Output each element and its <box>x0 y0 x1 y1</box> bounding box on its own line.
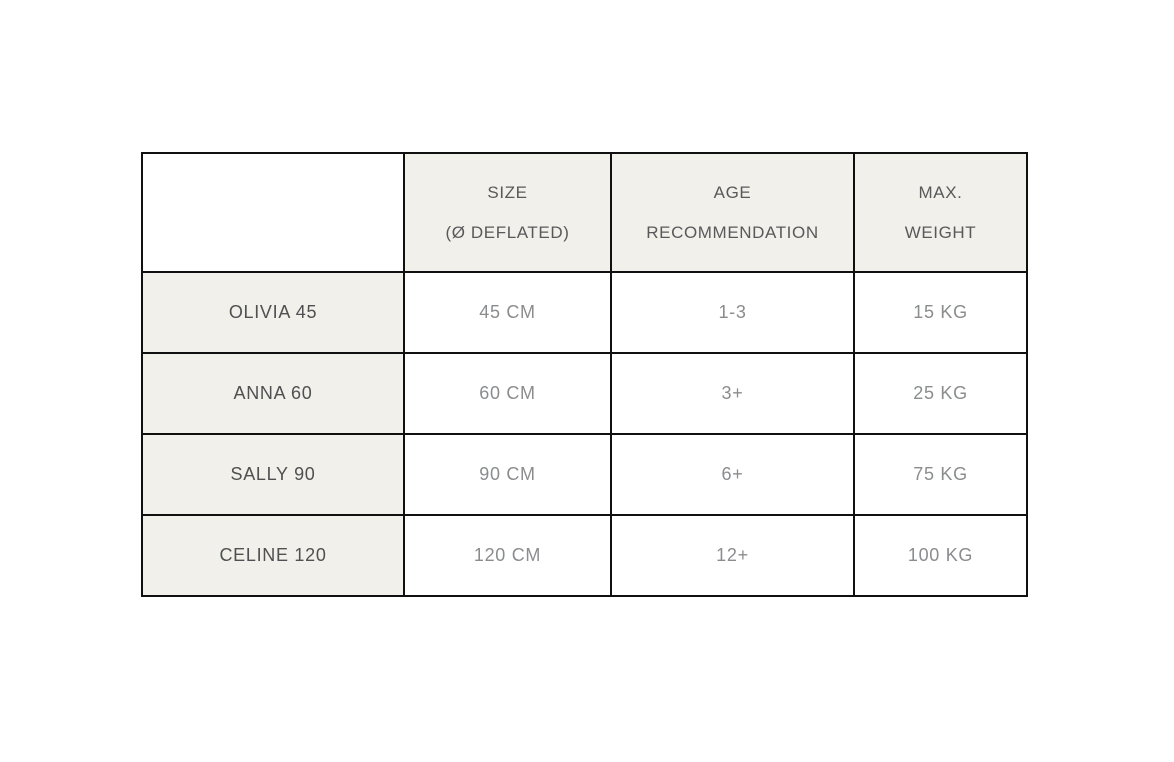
cell-size: 45 CM <box>404 272 611 353</box>
row-label-anna-60: ANNA 60 <box>142 353 404 434</box>
column-header-size <box>404 153 611 272</box>
cell-size: 60 CM <box>404 353 611 434</box>
row-label-olivia-45: OLIVIA 45 <box>142 272 404 353</box>
column-header-size-line1: SIZE <box>487 182 528 202</box>
column-header-max-weight-line1: MAX. <box>918 182 963 202</box>
size-chart-table <box>141 152 1028 597</box>
cell-max-weight: 25 KG <box>854 353 1027 434</box>
table-row <box>142 353 1027 434</box>
table-row <box>142 434 1027 515</box>
table-row <box>142 272 1027 353</box>
column-header-age-line2: RECOMMENDATION <box>646 222 819 242</box>
column-header-age-line1: AGE <box>713 182 752 202</box>
cell-max-weight: 100 KG <box>854 515 1027 596</box>
row-label-sally-90: SALLY 90 <box>142 434 404 515</box>
header-row <box>142 153 1027 272</box>
cell-size: 120 CM <box>404 515 611 596</box>
table-row <box>142 515 1027 596</box>
column-header-max-weight <box>854 153 1027 272</box>
cell-age: 6+ <box>611 434 854 515</box>
cell-age: 3+ <box>611 353 854 434</box>
cell-size: 90 CM <box>404 434 611 515</box>
row-label-celine-120: CELINE 120 <box>142 515 404 596</box>
column-header-age <box>611 153 854 272</box>
cell-age: 12+ <box>611 515 854 596</box>
corner-cell <box>142 153 404 272</box>
column-header-size-line2: (Ø DEFLATED) <box>445 222 570 242</box>
cell-max-weight: 75 KG <box>854 434 1027 515</box>
cell-max-weight: 15 KG <box>854 272 1027 353</box>
cell-age: 1-3 <box>611 272 854 353</box>
column-header-max-weight-line2: WEIGHT <box>904 222 977 242</box>
